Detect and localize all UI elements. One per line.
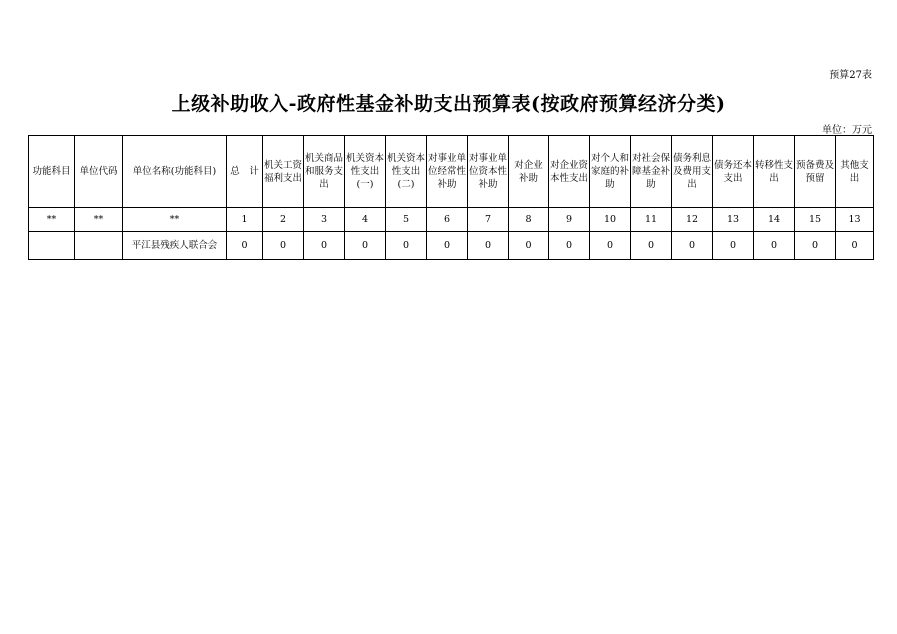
unit-name-cell: 平江县残疾人联合会 [123, 232, 227, 260]
col-header: 机关资本性支出(一) [345, 136, 386, 208]
col-header: 对事业单位经常性补助 [427, 136, 468, 208]
index-cell: 5 [386, 208, 427, 232]
index-cell: 13 [713, 208, 754, 232]
index-cell: 13 [836, 208, 874, 232]
table-cell: 0 [345, 232, 386, 260]
col-header: 对社会保障基金补助 [631, 136, 672, 208]
index-cell: 8 [509, 208, 549, 232]
col-header: 其他支出 [836, 136, 874, 208]
table-cell: 0 [713, 232, 754, 260]
index-cell: ** [75, 208, 123, 232]
index-cell: 1 [227, 208, 263, 232]
index-cell: 9 [549, 208, 590, 232]
index-cell: 14 [754, 208, 795, 232]
col-header: 对企业资本性支出 [549, 136, 590, 208]
col-header: 机关商品和服务支出 [304, 136, 345, 208]
table-cell: 0 [263, 232, 304, 260]
index-cell: 7 [468, 208, 509, 232]
table-cell: 0 [468, 232, 509, 260]
index-cell: 12 [672, 208, 713, 232]
table-cell: 0 [754, 232, 795, 260]
table-cell: 0 [227, 232, 263, 260]
col-header: 对企业补助 [509, 136, 549, 208]
col-header: 债务还本支出 [713, 136, 754, 208]
form-number: 预算27表 [829, 70, 872, 81]
budget-table [28, 135, 874, 260]
col-header: 对个人和家庭的补助 [590, 136, 631, 208]
index-cell: ** [29, 208, 75, 232]
table-cell [29, 232, 75, 260]
table-cell: 0 [590, 232, 631, 260]
col-header: 单位代码 [75, 136, 123, 208]
col-header: 对事业单位资本性补助 [468, 136, 509, 208]
col-header: 机关工资福利支出 [263, 136, 304, 208]
table-cell: 0 [427, 232, 468, 260]
col-header: 预备费及预留 [795, 136, 836, 208]
index-cell: 15 [795, 208, 836, 232]
col-header: 转移性支出 [754, 136, 795, 208]
table-cell: 0 [631, 232, 672, 260]
table-cell: 0 [386, 232, 427, 260]
index-cell: 2 [263, 208, 304, 232]
table-cell [75, 232, 123, 260]
col-header: 债务利息及费用支出 [672, 136, 713, 208]
table-header-row [29, 136, 874, 208]
index-cell: 11 [631, 208, 672, 232]
page-title: 上级补助收入-政府性基金补助支出预算表(按政府预算经济分类) [171, 93, 726, 115]
unit-label: 单位：万元 [822, 125, 872, 136]
index-cell: ** [123, 208, 227, 232]
index-cell: 10 [590, 208, 631, 232]
table-index-row [29, 208, 874, 232]
table-cell: 0 [509, 232, 549, 260]
table-cell: 0 [549, 232, 590, 260]
col-header: 功能科目 [29, 136, 75, 208]
table-row [29, 232, 874, 260]
table-cell: 0 [304, 232, 345, 260]
col-header: 机关资本性支出(二) [386, 136, 427, 208]
col-header: 总 计 [227, 136, 263, 208]
table-cell: 0 [672, 232, 713, 260]
index-cell: 4 [345, 208, 386, 232]
table-cell: 0 [836, 232, 874, 260]
index-cell: 6 [427, 208, 468, 232]
index-cell: 3 [304, 208, 345, 232]
table-cell: 0 [795, 232, 836, 260]
col-header: 单位名称(功能科目) [123, 136, 227, 208]
